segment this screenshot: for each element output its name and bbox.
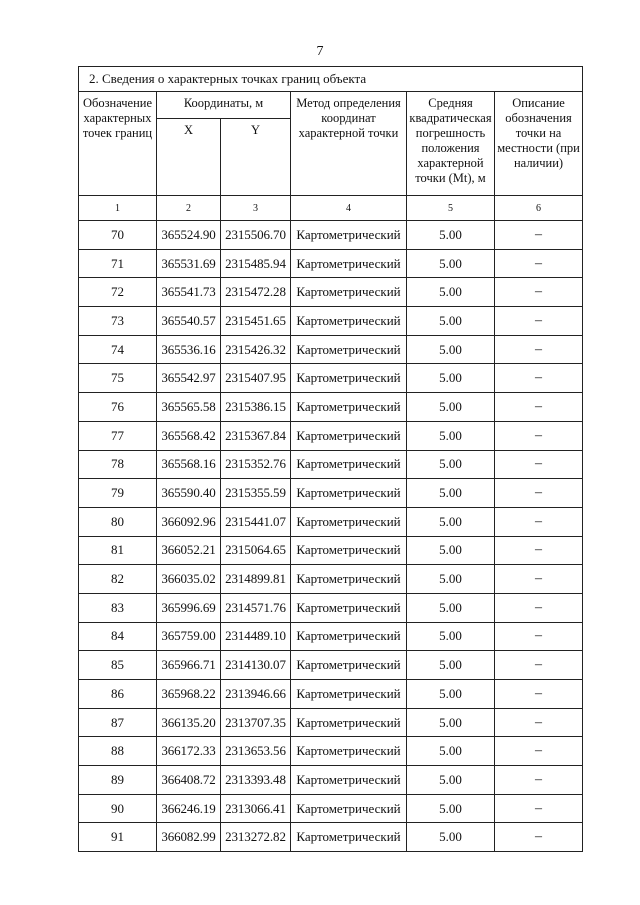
table-row bbox=[79, 507, 583, 536]
error-cell: 5.00 bbox=[407, 766, 495, 795]
y-coordinate-cell: 2315355.59 bbox=[221, 479, 291, 508]
method-cell: Картометрический bbox=[291, 364, 407, 393]
error-cell: 5.00 bbox=[407, 364, 495, 393]
method-cell: Картометрический bbox=[291, 593, 407, 622]
method-cell: Картометрический bbox=[291, 794, 407, 823]
page-number: 7 bbox=[316, 44, 324, 59]
boundary-points-table bbox=[78, 66, 583, 852]
description-cell: – bbox=[495, 622, 583, 651]
error-cell: 5.00 bbox=[407, 708, 495, 737]
x-coordinate-cell: 365524.90 bbox=[157, 221, 221, 250]
y-coordinate-cell: 2313272.82 bbox=[221, 823, 291, 852]
y-coordinate-cell: 2314130.07 bbox=[221, 651, 291, 680]
method-cell: Картометрический bbox=[291, 507, 407, 536]
error-cell: 5.00 bbox=[407, 737, 495, 766]
x-coordinate-cell: 366052.21 bbox=[157, 536, 221, 565]
error-cell: 5.00 bbox=[407, 536, 495, 565]
header-y: Y bbox=[221, 119, 291, 196]
error-cell: 5.00 bbox=[407, 794, 495, 823]
point-id-cell: 75 bbox=[79, 364, 157, 393]
header-description: Описание обозначения точки на местности (при наличии) bbox=[495, 92, 583, 196]
y-coordinate-cell: 2315367.84 bbox=[221, 421, 291, 450]
method-cell: Картометрический bbox=[291, 278, 407, 307]
method-cell: Картометрический bbox=[291, 393, 407, 422]
method-cell: Картометрический bbox=[291, 221, 407, 250]
description-cell: – bbox=[495, 393, 583, 422]
method-cell: Картометрический bbox=[291, 823, 407, 852]
method-cell: Картометрический bbox=[291, 651, 407, 680]
point-id-cell: 70 bbox=[79, 221, 157, 250]
error-cell: 5.00 bbox=[407, 450, 495, 479]
description-cell: – bbox=[495, 593, 583, 622]
y-coordinate-cell: 2313946.66 bbox=[221, 680, 291, 709]
y-coordinate-cell: 2313393.48 bbox=[221, 766, 291, 795]
point-id-cell: 74 bbox=[79, 335, 157, 364]
table-row bbox=[79, 737, 583, 766]
y-coordinate-cell: 2315506.70 bbox=[221, 221, 291, 250]
y-coordinate-cell: 2315064.65 bbox=[221, 536, 291, 565]
description-cell: – bbox=[495, 221, 583, 250]
header-coordinates: Координаты, м bbox=[157, 92, 291, 119]
description-cell: – bbox=[495, 536, 583, 565]
error-cell: 5.00 bbox=[407, 335, 495, 364]
description-cell: – bbox=[495, 249, 583, 278]
point-id-cell: 77 bbox=[79, 421, 157, 450]
description-cell: – bbox=[495, 335, 583, 364]
y-coordinate-cell: 2315352.76 bbox=[221, 450, 291, 479]
column-number-row bbox=[79, 196, 583, 221]
error-cell: 5.00 bbox=[407, 479, 495, 508]
method-cell: Картометрический bbox=[291, 680, 407, 709]
table-row bbox=[79, 278, 583, 307]
error-cell: 5.00 bbox=[407, 393, 495, 422]
column-number: 4 bbox=[291, 196, 407, 221]
header-x: X bbox=[157, 119, 221, 196]
y-coordinate-cell: 2314489.10 bbox=[221, 622, 291, 651]
point-id-cell: 86 bbox=[79, 680, 157, 709]
table-row bbox=[79, 651, 583, 680]
table-row bbox=[79, 364, 583, 393]
y-coordinate-cell: 2313653.56 bbox=[221, 737, 291, 766]
table-row bbox=[79, 565, 583, 594]
y-coordinate-cell: 2315451.65 bbox=[221, 307, 291, 336]
table-row bbox=[79, 794, 583, 823]
x-coordinate-cell: 366408.72 bbox=[157, 766, 221, 795]
x-coordinate-cell: 366092.96 bbox=[157, 507, 221, 536]
point-id-cell: 89 bbox=[79, 766, 157, 795]
description-cell: – bbox=[495, 708, 583, 737]
x-coordinate-cell: 365996.69 bbox=[157, 593, 221, 622]
error-cell: 5.00 bbox=[407, 249, 495, 278]
method-cell: Картометрический bbox=[291, 335, 407, 364]
description-cell: – bbox=[495, 680, 583, 709]
method-cell: Картометрический bbox=[291, 450, 407, 479]
method-cell: Картометрический bbox=[291, 737, 407, 766]
point-id-cell: 73 bbox=[79, 307, 157, 336]
error-cell: 5.00 bbox=[407, 507, 495, 536]
description-cell: – bbox=[495, 766, 583, 795]
table-row bbox=[79, 221, 583, 250]
x-coordinate-cell: 365531.69 bbox=[157, 249, 221, 278]
x-coordinate-cell: 366172.33 bbox=[157, 737, 221, 766]
table-row bbox=[79, 450, 583, 479]
column-number: 6 bbox=[495, 196, 583, 221]
x-coordinate-cell: 365565.58 bbox=[157, 393, 221, 422]
method-cell: Картометрический bbox=[291, 622, 407, 651]
column-number: 1 bbox=[79, 196, 157, 221]
point-id-cell: 71 bbox=[79, 249, 157, 278]
description-cell: – bbox=[495, 307, 583, 336]
description-cell: – bbox=[495, 364, 583, 393]
y-coordinate-cell: 2315472.28 bbox=[221, 278, 291, 307]
point-id-cell: 80 bbox=[79, 507, 157, 536]
x-coordinate-cell: 365540.57 bbox=[157, 307, 221, 336]
point-id-cell: 87 bbox=[79, 708, 157, 737]
column-number: 2 bbox=[157, 196, 221, 221]
x-coordinate-cell: 365590.40 bbox=[157, 479, 221, 508]
x-coordinate-cell: 365568.16 bbox=[157, 450, 221, 479]
table-row bbox=[79, 249, 583, 278]
x-coordinate-cell: 365542.97 bbox=[157, 364, 221, 393]
error-cell: 5.00 bbox=[407, 221, 495, 250]
description-cell: – bbox=[495, 823, 583, 852]
table-row bbox=[79, 680, 583, 709]
method-cell: Картометрический bbox=[291, 565, 407, 594]
method-cell: Картометрический bbox=[291, 479, 407, 508]
header-designation: Обозначение характерных точек границ bbox=[79, 92, 157, 196]
x-coordinate-cell: 366035.02 bbox=[157, 565, 221, 594]
point-id-cell: 82 bbox=[79, 565, 157, 594]
method-cell: Картометрический bbox=[291, 307, 407, 336]
error-cell: 5.00 bbox=[407, 421, 495, 450]
point-id-cell: 90 bbox=[79, 794, 157, 823]
x-coordinate-cell: 365966.71 bbox=[157, 651, 221, 680]
description-cell: – bbox=[495, 278, 583, 307]
y-coordinate-cell: 2315386.15 bbox=[221, 393, 291, 422]
x-coordinate-cell: 366135.20 bbox=[157, 708, 221, 737]
table-row bbox=[79, 708, 583, 737]
error-cell: 5.00 bbox=[407, 680, 495, 709]
y-coordinate-cell: 2314571.76 bbox=[221, 593, 291, 622]
method-cell: Картометрический bbox=[291, 421, 407, 450]
x-coordinate-cell: 365568.42 bbox=[157, 421, 221, 450]
point-id-cell: 81 bbox=[79, 536, 157, 565]
table-row bbox=[79, 393, 583, 422]
description-cell: – bbox=[495, 737, 583, 766]
column-number: 3 bbox=[221, 196, 291, 221]
error-cell: 5.00 bbox=[407, 823, 495, 852]
x-coordinate-cell: 365968.22 bbox=[157, 680, 221, 709]
table-row bbox=[79, 479, 583, 508]
y-coordinate-cell: 2314899.81 bbox=[221, 565, 291, 594]
point-id-cell: 88 bbox=[79, 737, 157, 766]
x-coordinate-cell: 365541.73 bbox=[157, 278, 221, 307]
table-row bbox=[79, 823, 583, 852]
error-cell: 5.00 bbox=[407, 278, 495, 307]
section-title: 2. Сведения о характерных точках границ объекта bbox=[79, 67, 583, 92]
point-id-cell: 91 bbox=[79, 823, 157, 852]
header-method: Метод определения координат характерной точки bbox=[291, 92, 407, 196]
description-cell: – bbox=[495, 479, 583, 508]
error-cell: 5.00 bbox=[407, 593, 495, 622]
point-id-cell: 85 bbox=[79, 651, 157, 680]
y-coordinate-cell: 2315407.95 bbox=[221, 364, 291, 393]
point-id-cell: 78 bbox=[79, 450, 157, 479]
table-row bbox=[79, 421, 583, 450]
error-cell: 5.00 bbox=[407, 622, 495, 651]
y-coordinate-cell: 2313707.35 bbox=[221, 708, 291, 737]
x-coordinate-cell: 365759.00 bbox=[157, 622, 221, 651]
y-coordinate-cell: 2315441.07 bbox=[221, 507, 291, 536]
description-cell: – bbox=[495, 565, 583, 594]
header-error: Средняя квадратическая погрешность положения характерной точки (Mt), м bbox=[407, 92, 495, 196]
description-cell: – bbox=[495, 507, 583, 536]
y-coordinate-cell: 2315426.32 bbox=[221, 335, 291, 364]
method-cell: Картометрический bbox=[291, 536, 407, 565]
y-coordinate-cell: 2315485.94 bbox=[221, 249, 291, 278]
column-number: 5 bbox=[407, 196, 495, 221]
description-cell: – bbox=[495, 450, 583, 479]
table-row bbox=[79, 307, 583, 336]
section-title-row bbox=[79, 67, 583, 92]
description-cell: – bbox=[495, 421, 583, 450]
error-cell: 5.00 bbox=[407, 565, 495, 594]
table-row bbox=[79, 593, 583, 622]
point-id-cell: 84 bbox=[79, 622, 157, 651]
error-cell: 5.00 bbox=[407, 307, 495, 336]
method-cell: Картометрический bbox=[291, 249, 407, 278]
point-id-cell: 76 bbox=[79, 393, 157, 422]
y-coordinate-cell: 2313066.41 bbox=[221, 794, 291, 823]
method-cell: Картометрический bbox=[291, 766, 407, 795]
x-coordinate-cell: 365536.16 bbox=[157, 335, 221, 364]
x-coordinate-cell: 366246.19 bbox=[157, 794, 221, 823]
table-row bbox=[79, 766, 583, 795]
point-id-cell: 83 bbox=[79, 593, 157, 622]
point-id-cell: 79 bbox=[79, 479, 157, 508]
x-coordinate-cell: 366082.99 bbox=[157, 823, 221, 852]
table-row bbox=[79, 622, 583, 651]
point-id-cell: 72 bbox=[79, 278, 157, 307]
method-cell: Картометрический bbox=[291, 708, 407, 737]
header-row-top bbox=[79, 92, 583, 119]
error-cell: 5.00 bbox=[407, 651, 495, 680]
description-cell: – bbox=[495, 794, 583, 823]
description-cell: – bbox=[495, 651, 583, 680]
table-row bbox=[79, 536, 583, 565]
table-row bbox=[79, 335, 583, 364]
